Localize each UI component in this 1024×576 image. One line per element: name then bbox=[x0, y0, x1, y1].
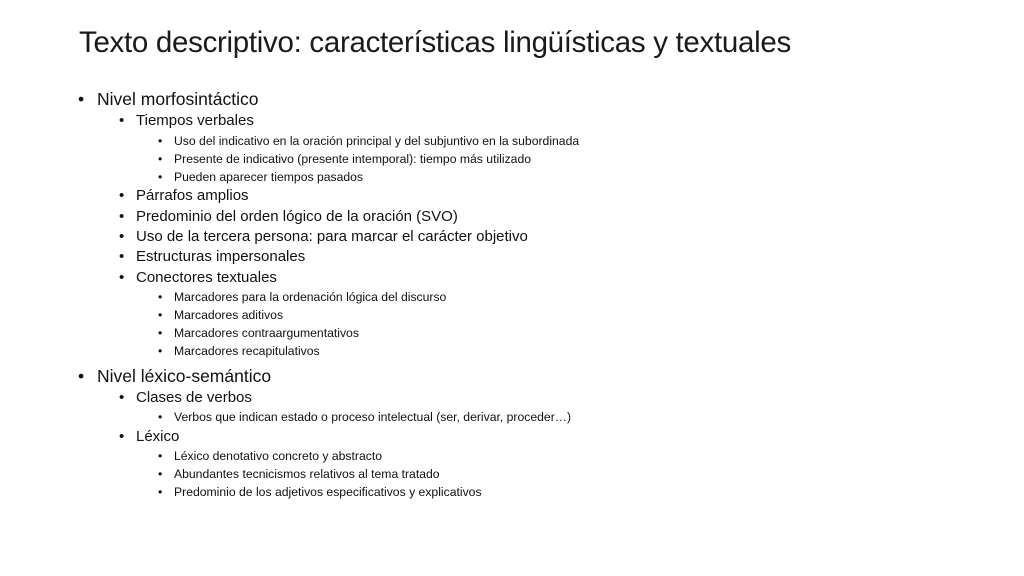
level1-label: Nivel léxico-semántico bbox=[97, 366, 272, 386]
level2-label: Léxico bbox=[136, 428, 180, 445]
level2-item bbox=[119, 228, 528, 245]
level3-label: Abundantes tecnicismos relativos al tema tratado bbox=[174, 467, 440, 481]
bullet-icon: • bbox=[158, 134, 163, 148]
bullet-icon: • bbox=[158, 467, 163, 481]
bullet-icon: • bbox=[158, 449, 163, 463]
level3-label: Pueden aparecer tiempos pasados bbox=[174, 170, 364, 184]
level1-item-lexico-semantico bbox=[78, 366, 272, 387]
level2-label: Estructuras impersonales bbox=[136, 248, 306, 265]
level2-label: Uso de la tercera persona: para marcar el carácter objetivo bbox=[136, 228, 528, 245]
bullet-icon: • bbox=[119, 248, 125, 265]
bullet-icon: • bbox=[119, 112, 125, 129]
bullet-icon: • bbox=[158, 326, 163, 340]
level3-label: Marcadores aditivos bbox=[174, 308, 284, 322]
level3-item bbox=[158, 410, 571, 424]
bullet-icon: • bbox=[119, 389, 125, 406]
bullet-icon: • bbox=[158, 290, 163, 304]
level3-label: Predominio de los adjetivos especificativos y explicativos bbox=[174, 485, 482, 499]
level2-label: Tiempos verbales bbox=[136, 112, 254, 129]
level2-label: Predominio del orden lógico de la oración (SVO) bbox=[136, 208, 458, 225]
bullet-icon: • bbox=[158, 152, 163, 166]
level2-item bbox=[119, 187, 249, 204]
level2-item bbox=[119, 389, 252, 406]
level3-item bbox=[158, 290, 447, 304]
bullet-icon: • bbox=[158, 308, 163, 322]
bullet-icon: • bbox=[119, 428, 125, 445]
level3-item bbox=[158, 134, 580, 148]
bullet-icon: • bbox=[158, 344, 163, 358]
level3-item bbox=[158, 449, 382, 463]
level3-item bbox=[158, 485, 482, 499]
level3-label: Marcadores contraargumentativos bbox=[174, 326, 359, 340]
level2-label: Párrafos amplios bbox=[136, 187, 249, 204]
bullet-icon: • bbox=[158, 485, 163, 499]
level2-item bbox=[119, 428, 180, 445]
level3-item bbox=[158, 326, 359, 340]
level3-item bbox=[158, 152, 532, 166]
level1-label: Nivel morfosintáctico bbox=[97, 89, 259, 109]
level2-item bbox=[119, 208, 458, 225]
bullet-icon: • bbox=[158, 170, 163, 184]
level3-label: Marcadores recapitulativos bbox=[174, 344, 320, 358]
bullet-icon: • bbox=[119, 269, 125, 286]
level3-label: Uso del indicativo en la oración principal y del subjuntivo en la subordinada bbox=[174, 134, 580, 148]
level3-label: Verbos que indican estado o proceso intelectual (ser, derivar, proceder…) bbox=[174, 410, 571, 424]
level3-label: Léxico denotativo concreto y abstracto bbox=[174, 449, 382, 463]
level3-item bbox=[158, 344, 320, 358]
level2-item bbox=[119, 112, 254, 129]
level2-item bbox=[119, 269, 277, 286]
level3-item bbox=[158, 308, 284, 322]
level3-item bbox=[158, 467, 440, 481]
bullet-icon: • bbox=[119, 187, 125, 204]
bullet-icon: • bbox=[119, 208, 125, 225]
bullet-icon: • bbox=[158, 410, 163, 424]
level3-label: Presente de indicativo (presente intemporal): tiempo más utilizado bbox=[174, 152, 532, 166]
level2-label: Clases de verbos bbox=[136, 389, 252, 406]
bullet-icon: • bbox=[78, 89, 85, 109]
level1-item-morfosintactico bbox=[78, 89, 259, 110]
bullet-icon: • bbox=[119, 228, 125, 245]
level2-label: Conectores textuales bbox=[136, 269, 277, 286]
level2-item bbox=[119, 248, 306, 265]
level3-item bbox=[158, 170, 364, 184]
level3-label: Marcadores para la ordenación lógica del discurso bbox=[174, 290, 447, 304]
bullet-icon: • bbox=[78, 366, 85, 386]
slide-title: Texto descriptivo: características lingüísticas y textuales bbox=[79, 26, 791, 59]
